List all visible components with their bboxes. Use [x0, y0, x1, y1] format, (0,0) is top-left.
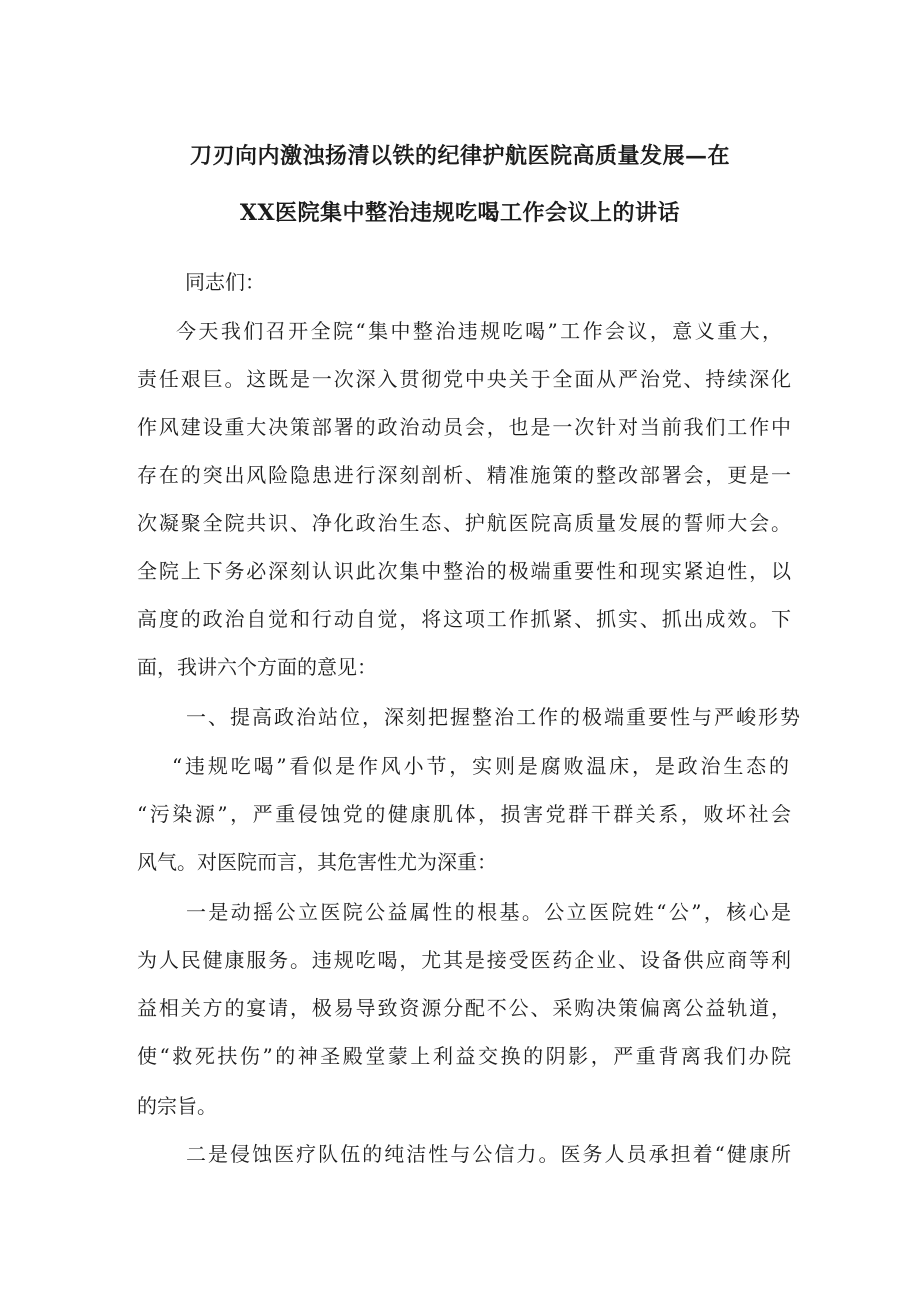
- paragraph-line: 面，我讲六个方面的意见：: [137, 655, 377, 679]
- paragraph-line: 全院上下务必深刻认识此次集中整治的极端重要性和现实紧迫性，以: [137, 559, 791, 583]
- paragraph-line: 责任艰巨。这既是一次深入贯彻党中央关于全面从严治党、持续深化: [137, 367, 791, 391]
- paragraph-line: 益相关方的宴请，极易导致资源分配不公、采购决策偏离公益轨道，: [137, 996, 791, 1020]
- paragraph-line: 次凝聚全院共识、净化政治生态、护航医院高质量发展的誓师大会。: [137, 511, 791, 535]
- paragraph-line: 一是动摇公立医院公益属性的根基。公立医院姓“公”，核心是: [186, 900, 791, 924]
- paragraph-line: 的宗旨。: [137, 1094, 217, 1118]
- paragraph-line: 作风建设重大决策部署的政治动员会，也是一次针对当前我们工作中: [137, 415, 791, 439]
- document-title-line-2: XX医院集中整治违规吃喝工作会议上的讲话: [239, 200, 681, 226]
- paragraph-line: 使“救死扶伤”的神圣殿堂蒙上利益交换的阴影，严重背离我们办院: [137, 1044, 791, 1068]
- paragraph-line: 今天我们召开全院“集中整治违规吃喝”工作会议，意义重大，: [176, 319, 782, 343]
- paragraph-line: “污染源”，严重侵蚀党的健康肌体，损害党群干群关系，败坏社会: [137, 802, 791, 826]
- paragraph-line: 风气。对医院而言，其危害性尤为深重：: [137, 850, 497, 874]
- salutation: 同志们：: [185, 270, 265, 294]
- paragraph-line: 为人民健康服务。违规吃喝，尤其是接受医药企业、设备供应商等利: [137, 948, 791, 972]
- paragraph-line: “违规吃喝”看似是作风小节，实则是腐败温床，是政治生态的: [172, 754, 789, 778]
- section-heading: 一、提高政治站位，深刻把握整治工作的极端重要性与严峻形势: [186, 705, 800, 729]
- paragraph-line: 存在的突出风险隐患进行深刻剖析、精准施策的整改部署会，更是一: [137, 463, 791, 487]
- paragraph-line: 二是侵蚀医疗队伍的纯洁性与公信力。医务人员承担着“健康所: [186, 1142, 791, 1166]
- document-title-line-1: 刀刃向内激浊扬清以铁的纪律护航医院高质量发展—在: [189, 143, 730, 169]
- paragraph-line: 高度的政治自觉和行动自觉，将这项工作抓紧、抓实、抓出成效。下: [137, 607, 791, 631]
